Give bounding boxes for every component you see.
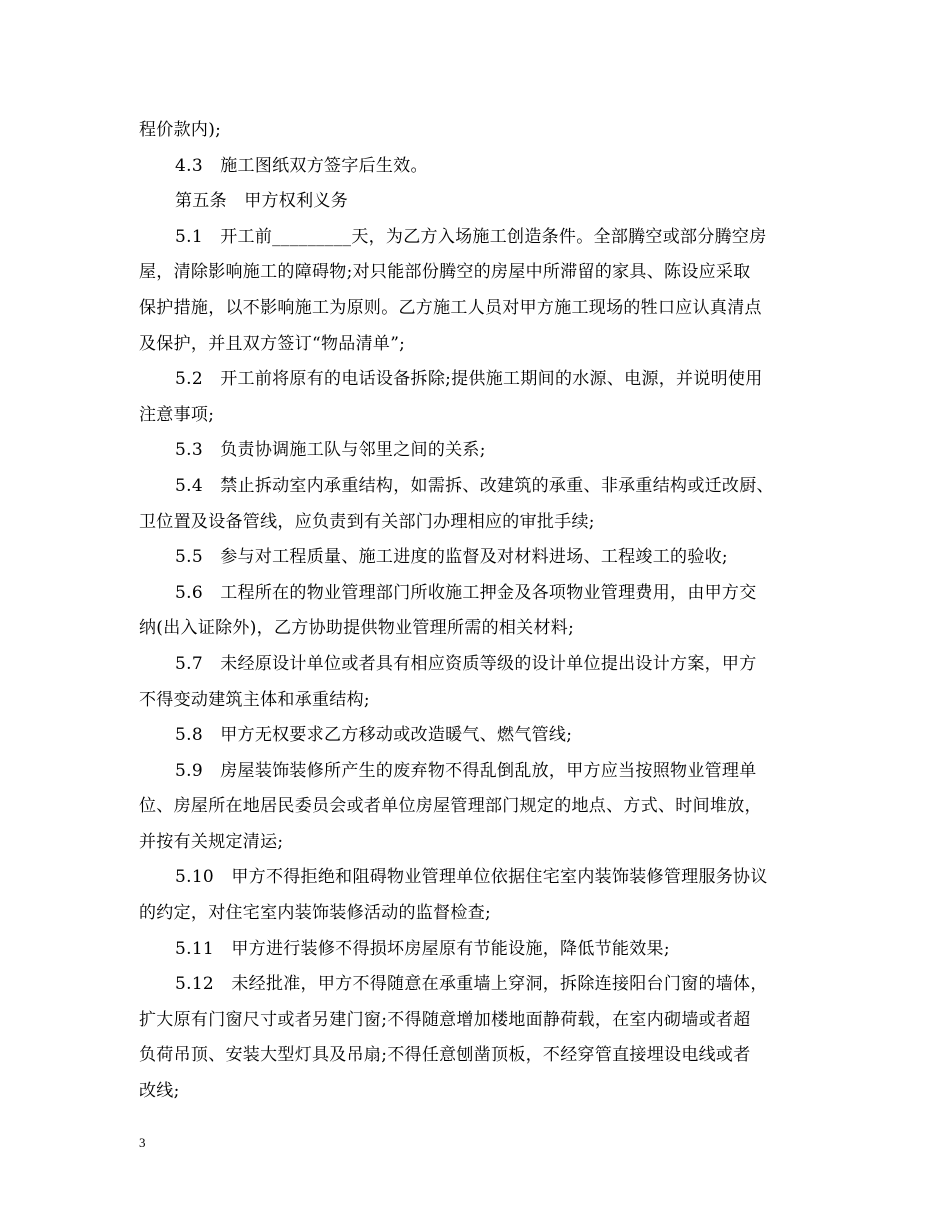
text-line: 并按有关规定清运; — [139, 831, 284, 852]
text-line: 4.3 施工图纸双方签字后生效。 — [175, 155, 428, 176]
page-number: 3 — [139, 1135, 146, 1150]
text-line: 位、房屋所在地居民委员会或者单位房屋管理部门规定的地点、方式、时间堆放， — [139, 796, 762, 817]
text-line: 卫位置及设备管线，应负责到有关部门办理相应的审批手续; — [139, 511, 595, 532]
text-line: 5.12 未经批准，甲方不得随意在承重墙上穿洞，拆除连接阳台门窗的墙体， — [175, 974, 768, 995]
document-body — [139, 113, 829, 1110]
text-line: 5.5 参与对工程质量、施工进度的监督及对材料进场、工程竣工的验收; — [175, 547, 728, 568]
text-line: 5.9 房屋装饰装修所产生的废弃物不得乱倒乱放，甲方应当按照物业管理单 — [175, 760, 757, 781]
text-line: 5.10 甲方不得拒绝和阻碍物业管理单位依据住宅室内装饰装修管理服务协议 — [175, 867, 768, 888]
text-line: 注意事项; — [139, 404, 215, 425]
text-line: 程价款内); — [139, 120, 222, 140]
text-line: 的约定，对住宅室内装饰装修活动的监督检查; — [139, 903, 492, 924]
text-line: 保护措施，以不影响施工为原则。乙方施工人员对甲方施工现场的牲口应认真清点 — [139, 297, 762, 318]
text-line: 扩大原有门窗尺寸或者另建门窗;不得随意增加楼地面静荷载，在室内砌墙或者超 — [139, 1009, 751, 1030]
text-line: 5.11 甲方进行装修不得损坏房屋原有节能设施，降低节能效果; — [175, 938, 670, 959]
text-line: 及保护，并且双方签订“物品清单”; — [139, 333, 406, 354]
text-line: 5.4 禁止拆动室内承重结构，如需拆、改建筑的承重、非承重结构或迁改厨、 — [175, 475, 774, 496]
text-line: 5.2 开工前将原有的电话设备拆除;提供施工期间的水源、电源，并说明使用 — [175, 369, 763, 390]
text-line: 5.3 负责协调施工队与邻里之间的关系; — [175, 440, 486, 461]
text-line: 5.7 未经原设计单位或者具有相应资质等级的设计单位提出设计方案，甲方 — [175, 653, 757, 674]
text-line: 纳(出入证除外)，乙方协助提供物业管理所需的相关材料; — [139, 618, 575, 639]
text-line: 5.8 甲方无权要求乙方移动或改造暖气、燃气管线; — [175, 725, 573, 746]
text-line: 屋，清除影响施工的障碍物;对只能部份腾空的房屋中所滞留的家具、陈设应采取 — [139, 262, 751, 283]
text-line: 不得变动建筑主体和承重结构; — [139, 689, 370, 710]
text-line: 改线; — [139, 1081, 180, 1102]
text-line: 5.1 开工前_________天，为乙方入场施工创造条件。全部腾空或部分腾空房 — [175, 226, 767, 247]
text-line: 5.6 工程所在的物业管理部门所收施工押金及各项物业管理费用，由甲方交 — [175, 582, 757, 603]
text-line: 负荷吊顶、安装大型灯具及吊扇;不得任意刨凿顶板，不经穿管直接埋设电线或者 — [139, 1045, 751, 1066]
text-line: 第五条 甲方权利义务 — [175, 191, 348, 212]
